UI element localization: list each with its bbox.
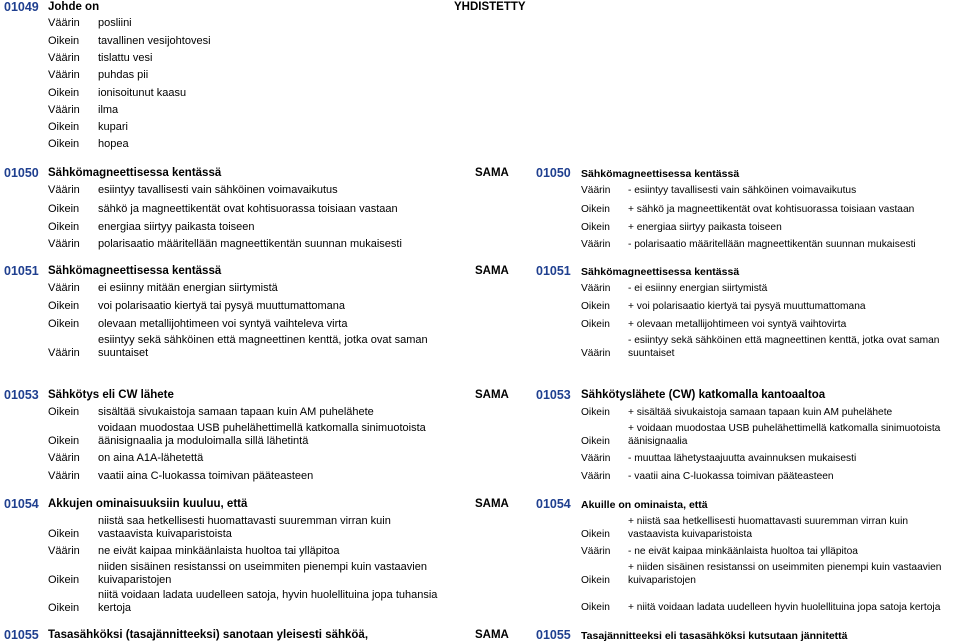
- right-question-code: 01055: [536, 628, 571, 642]
- right-answer-text: - muuttaa lähetystaajuutta avainnuksen mukaisesti: [628, 453, 857, 464]
- answer-text-line1: esiintyy sekä sähköinen että magneettinen kenttä, jotka ovat saman: [98, 334, 428, 346]
- right-answer-text: + energiaa siirtyy paikasta toiseen: [628, 222, 782, 233]
- answer-text: ne eivät kaipaa minkäänlaista huoltoa tai ylläpitoa: [98, 545, 340, 557]
- question-code: 01053: [4, 388, 39, 402]
- right-answer-text: + sisältää sivukaistoja samaan tapaan kuin AM puhelähete: [628, 407, 893, 418]
- right-verdict: Oikein: [581, 575, 610, 586]
- verdict: Väärin: [48, 282, 80, 294]
- verdict: Oikein: [48, 221, 80, 233]
- question-code: 01051: [4, 264, 39, 278]
- right-answer-text: - ei esiinny energian siirtymistä: [628, 283, 768, 294]
- merge-status: SAMA: [475, 265, 509, 277]
- verdict: Oikein: [48, 203, 80, 215]
- answer-text: tavallinen vesijohtovesi: [98, 35, 211, 47]
- right-question-title: Sähkömagneettisessa kentässä: [581, 168, 740, 180]
- answer-text: vaatii aina C-luokassa toimivan pääteasteen: [98, 470, 314, 482]
- right-answer-text: + sähkö ja magneettikentät ovat kohtisuorassa toisiaan vastaan: [628, 204, 915, 215]
- verdict: Väärin: [48, 347, 80, 359]
- verdict: Väärin: [48, 69, 80, 81]
- right-answer-text-line2: kuivaparistojen: [628, 575, 696, 586]
- merge-status: SAMA: [475, 629, 509, 641]
- verdict: Oikein: [48, 528, 80, 540]
- right-verdict: Oikein: [581, 602, 610, 613]
- right-question-code: 01053: [536, 388, 571, 402]
- right-verdict: Oikein: [581, 436, 610, 447]
- right-verdict: Väärin: [581, 239, 611, 250]
- right-verdict: Väärin: [581, 185, 611, 196]
- verdict: Väärin: [48, 184, 80, 196]
- answer-text: on aina A1A-lähetettä: [98, 452, 204, 464]
- right-question-code: 01051: [536, 264, 571, 278]
- right-answer-text-line1: + niiden sisäinen resistanssi on useimmiten pienempi kuin vastaavien: [628, 562, 942, 573]
- answer-text: sisältää sivukaistoja samaan tapaan kuin AM puhelähete: [98, 406, 374, 418]
- question-title: Sähkömagneettisessa kentässä: [48, 265, 222, 277]
- question-title: Akkujen ominaisuuksiin kuuluu, että: [48, 498, 248, 510]
- question-code: 01050: [4, 166, 39, 180]
- answer-text-line2: vastaavista kuivaparistoista: [98, 528, 232, 540]
- answer-text: olevaan metallijohtimeen voi syntyä vaihteleva virta: [98, 318, 348, 330]
- answer-text: esiintyy tavallisesti vain sähköinen voimavaikutus: [98, 184, 338, 196]
- verdict: Oikein: [48, 435, 80, 447]
- right-verdict: Oikein: [581, 301, 610, 312]
- question-code: 01055: [4, 628, 39, 642]
- right-verdict: Väärin: [581, 471, 611, 482]
- answer-text: ei esiinny mitään energian siirtymistä: [98, 282, 278, 294]
- right-verdict: Oikein: [581, 407, 610, 418]
- answer-text-line2: äänisignaalia ja moduloimalla sillä lähetintä: [98, 435, 309, 447]
- verdict: Väärin: [48, 545, 80, 557]
- merge-status: SAMA: [475, 167, 509, 179]
- right-verdict: Oikein: [581, 319, 610, 330]
- verdict: Väärin: [48, 238, 80, 250]
- answer-text-line2: suuntaiset: [98, 347, 149, 359]
- right-answer-text: - vaatii aina C-luokassa toimivan pääteasteen: [628, 471, 834, 482]
- question-code: 01049: [4, 0, 39, 14]
- verdict: Oikein: [48, 300, 80, 312]
- right-verdict: Väärin: [581, 546, 611, 557]
- verdict: Väärin: [48, 17, 80, 29]
- verdict: Väärin: [48, 104, 80, 116]
- merge-status: YHDISTETTY: [454, 1, 526, 13]
- verdict: Oikein: [48, 602, 80, 614]
- right-verdict: Väärin: [581, 283, 611, 294]
- question-title: Johde on: [48, 1, 100, 13]
- merge-status: SAMA: [475, 498, 509, 510]
- right-verdict: Väärin: [581, 348, 611, 359]
- answer-text: kupari: [98, 121, 128, 133]
- answer-text: ilma: [98, 104, 119, 116]
- right-question-title: Sähkömagneettisessa kentässä: [581, 266, 740, 278]
- answer-text-line1: niiden sisäinen resistanssi on useimmiten pienempi kuin vastaavien: [98, 561, 427, 573]
- right-answer-text-line2: vastaavista kuivaparistoista: [628, 529, 753, 540]
- right-verdict: Oikein: [581, 204, 610, 215]
- answer-text: ionisoitunut kaasu: [98, 87, 187, 99]
- right-answer-text-line2: äänisignaalia: [628, 436, 688, 447]
- right-question-title: Tasajännitteeksi eli tasasähköksi kutsutaan jännitettä: [581, 630, 848, 642]
- question-code: 01054: [4, 497, 39, 511]
- verdict: Oikein: [48, 318, 80, 330]
- right-answer-text: - polarisaatio määritellään magneettikentän suunnan mukaisesti: [628, 239, 916, 250]
- right-question-code: 01050: [536, 166, 571, 180]
- question-title: Sähkömagneettisessa kentässä: [48, 167, 222, 179]
- right-verdict: Oikein: [581, 222, 610, 233]
- answer-text: polarisaatio määritellään magneettikentän suunnan mukaisesti: [98, 238, 402, 250]
- verdict: Väärin: [48, 470, 80, 482]
- answer-text-line2: kertoja: [98, 602, 132, 614]
- answer-text-line1: voidaan muodostaa USB puhelähettimellä katkomalla sinimuotoista: [98, 422, 426, 434]
- answer-text: puhdas pii: [98, 69, 149, 81]
- right-question-code: 01054: [536, 497, 571, 511]
- question-title: Sähkötys eli CW lähete: [48, 389, 174, 401]
- answer-text: tislattu vesi: [98, 52, 153, 64]
- verdict: Oikein: [48, 35, 80, 47]
- right-question-title: Akuille on ominaista, että: [581, 499, 708, 511]
- merge-status: SAMA: [475, 389, 509, 401]
- verdict: Oikein: [48, 574, 80, 586]
- right-question-title: Sähkötyslähete (CW) katkomalla kantoaaltoa: [581, 389, 826, 401]
- answer-text: hopea: [98, 138, 129, 150]
- right-answer-text-line1: + niistä saa hetkellisesti huomattavasti suuremman virran kuin: [628, 516, 909, 527]
- right-answer-text-line2: suuntaiset: [628, 348, 675, 359]
- answer-text: posliini: [98, 17, 132, 29]
- question-title: Tasasähköksi (tasajännitteeksi) sanotaan yleisesti sähköä,: [48, 629, 369, 641]
- right-answer-text: + niitä voidaan ladata uudelleen hyvin huolellituina jopa satoja kertoja: [628, 602, 941, 613]
- answer-text: energiaa siirtyy paikasta toiseen: [98, 221, 255, 233]
- right-answer-text-line1: - esiintyy sekä sähköinen että magneettinen kenttä, jotka ovat saman: [628, 335, 940, 346]
- verdict: Oikein: [48, 138, 80, 150]
- right-answer-text: + voi polarisaatio kiertyä tai pysyä muuttumattomana: [628, 301, 866, 312]
- answer-text-line1: niitä voidaan ladata uudelleen satoja, hyvin huolellituina jopa tuhansia: [98, 589, 438, 601]
- verdict: Väärin: [48, 52, 80, 64]
- right-answer-text: - esiintyy tavallisesti vain sähköinen voimavaikutus: [628, 185, 857, 196]
- answer-text: sähkö ja magneettikentät ovat kohtisuorassa toisiaan vastaan: [98, 203, 398, 215]
- answer-text-line2: kuivaparistojen: [98, 574, 172, 586]
- answer-text: voi polarisaatio kiertyä tai pysyä muuttumattomana: [98, 300, 346, 312]
- right-answer-text-line1: + voidaan muodostaa USB puhelähettimellä katkomalla sinimuotoista: [628, 423, 941, 434]
- verdict: Oikein: [48, 121, 80, 133]
- verdict: Väärin: [48, 452, 80, 464]
- right-verdict: Väärin: [581, 453, 611, 464]
- answer-text-line1: niistä saa hetkellisesti huomattavasti suuremman virran kuin: [98, 515, 391, 527]
- verdict: Oikein: [48, 406, 80, 418]
- right-answer-text: - ne eivät kaipaa minkäänlaista huoltoa tai ylläpitoa: [628, 546, 858, 557]
- right-answer-text: + olevaan metallijohtimeen voi syntyä vaihtovirta: [628, 319, 847, 330]
- right-verdict: Oikein: [581, 529, 610, 540]
- verdict: Oikein: [48, 87, 80, 99]
